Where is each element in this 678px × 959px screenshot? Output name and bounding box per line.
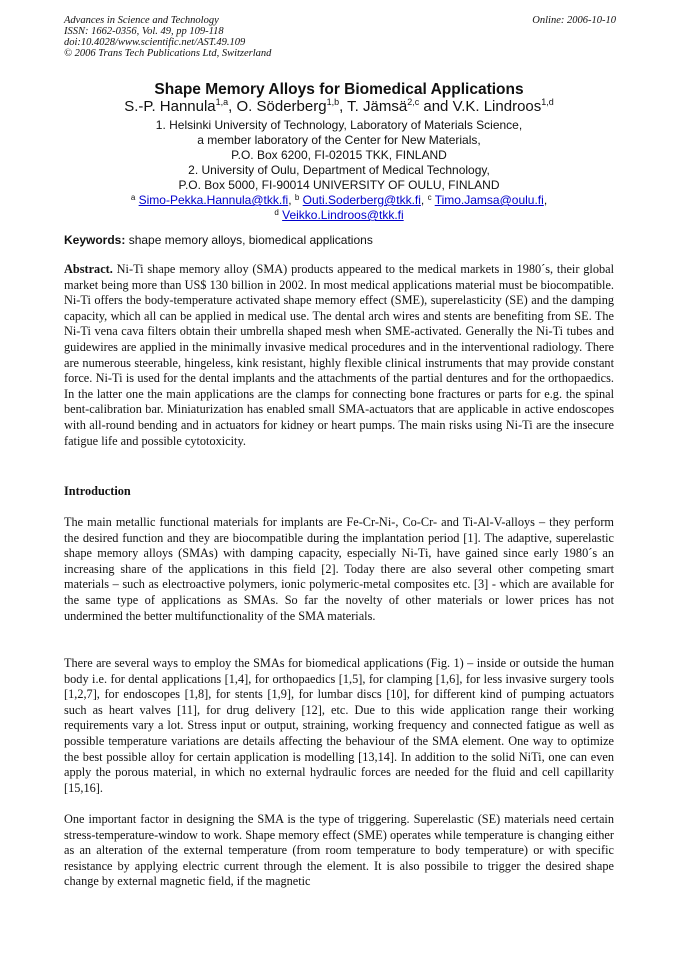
- author-name: V.K. Lindroos: [452, 98, 542, 115]
- email-link[interactable]: Timo.Jamsa@oulu.fi: [434, 193, 544, 207]
- keywords-text: shape memory alloys, biomedical applications: [128, 233, 373, 247]
- affiliation-line: 2. University of Oulu, Department of Medical Technology,: [188, 163, 490, 177]
- email-link[interactable]: Veikko.Lindroos@tkk.fi: [282, 208, 404, 222]
- author-name: S.-P. Hannula: [124, 98, 216, 115]
- intro-paragraph-1: The main metallic functional materials for implants are Fe-Cr-Ni-, Co-Cr- and Ti-Al-V-alloys – they perform the desired function and they are biocompatible during the implantation period [1]. The adaptive, superelastic shape memory alloys (SMAs) with damping capacity, especially Ni-Ti, have gained since early 1980´s an increasing share of the applications in this field [2]. Today there are also several other competing smart materials – such as electroactive polymers, ionic polymeric-metal composites etc. [3] - which are available for the same type of applications as SMAs. So far the novelty of other materials or lower prices has not undermined the better multifunctionality of the SMA materials.: [64, 515, 614, 623]
- keywords: [64, 233, 373, 247]
- author-name: T. Jämsä: [347, 98, 408, 115]
- affiliation-line: a member laboratory of the Center for New Materials,: [197, 133, 481, 147]
- abstract: [64, 262, 614, 449]
- journal-header: [64, 15, 271, 59]
- email-link[interactable]: Outi.Soderberg@tkk.fi: [302, 193, 421, 207]
- author-superscript: 1,d: [541, 97, 554, 107]
- paper-title: Shape Memory Alloys for Biomedical Applications: [154, 81, 524, 98]
- intro-paragraph-2: There are several ways to employ the SMAs for biomedical applications (Fig. 1) – inside or outside the human body i.e. for dental applications [1,4], for orthopaedics [1,5], for clamping [1,6], for less invasive surgery tools [1,2,7], for endoscopes [1,8], for stents [1,9], for lumbar discs [10], for different kind of pumping actuators such as heart valves [11], for drug delivery [12], etc. Due to this wide application range their working requirements vary a lot. Stress input or output, straining, working frequency and connected fatigue as well as possible temperature variations are details affecting the behaviour of the SMA element. One way to optimize the best possible alloy for certain application is modelling [13,14]. In addition to the solid NiTi, one can even apply the porous material, in which no external hydraulic forces are needed for the fluid and cell capillarity [15,16].: [64, 656, 614, 795]
- author-superscript: 1,b: [326, 97, 340, 107]
- intro-paragraph-3: One important factor in designing the SMA is the type of triggering. Superelastic (SE) materials need certain stress-temperature-window to work. Shape memory effect (SME) operates while temperature is changing either as an alteration of the external temperature (from room temperature to body temperature) or with specific resistance by applying electric current through the element. It is also possibile to trigger the desired shape change by external magnetic field, if the magnetic: [64, 812, 614, 889]
- author-list: S.-P. Hannula$^{1,a}$, O. Söderberg$^{1,b}$, T. Jämsä$^{2,c}$ and V.K. Lindroos$^{1,d}$: [124, 97, 554, 115]
- issn-line: ISSN: 1662-0356, Vol. 49, pp 109-118: [64, 26, 224, 37]
- author-superscript: 1,a: [215, 97, 229, 107]
- affiliation-line: P.O. Box 5000, FI-90014 UNIVERSITY OF OULU, FINLAND: [178, 178, 500, 192]
- author-superscript: 2,c: [407, 97, 420, 107]
- affiliations: [0, 118, 678, 223]
- journal-name: Advances in Science and Technology: [64, 15, 219, 26]
- section-heading-introduction: Introduction: [64, 484, 131, 498]
- affiliation-line: P.O. Box 6200, FI-02015 TKK, FINLAND: [231, 148, 447, 162]
- email-link[interactable]: Simo-Pekka.Hannula@tkk.fi: [138, 193, 289, 207]
- keywords-label: Keywords:: [64, 233, 126, 247]
- author-name: O. Söderberg: [236, 98, 327, 115]
- email-line: $^d$ Veikko.Lindroos@tkk.fi: [274, 208, 404, 222]
- doi-line: doi:10.4028/www.scientific.net/AST.49.109: [64, 37, 246, 48]
- affiliation-line: 1. Helsinki University of Technology, Laboratory of Materials Science,: [155, 118, 523, 132]
- abstract-text: Ni-Ti shape memory alloy (SMA) products appeared to the medical markets in 1980´s, their global market being more than US$ 130 billion in 2002. In most medical applications material must be biocompatible. Ni-Ti offers the body-temperature activated shape memory effect (SME), superelasticity (SE) and the damping capacity, which all can be applied in medical use. The dental arch wires and stents are benefiting from SE. The Ni-Ti vena cava filters obtain their umbrella shaped mesh when SME-activated. Generally the Ni-Ti tubes and guidewires are applied in the minimally invasive medical procedures and in the interventional radiology. There are numerous steerable, hingeless, kink resistant, highly flexible clinical instruments that may provide constant force. Ni-Ti is used for the dental implants and the attachments of the partial dentures and for the orthopaedics. In the latter one the main applications are the clamps for connecting bone fractures or parts for e.g. the spinal bent-calibration bar. Miniaturization has enabled small SMA-actuators that are applicable in active endoscopes with all-round bending and in actuators for kidney or heart pumps. The main risks using Ni-Ti are the insecure fatigue life and possible cytotoxicity.: [64, 262, 615, 448]
- email-line: $^a$ Simo-Pekka.Hannula@tkk.fi, $^b$ Outi.Soderberg@tkk.fi, $^c$ Timo.Jamsa@oulu.fi,: [130, 193, 548, 207]
- abstract-label: Abstract.: [64, 262, 113, 276]
- online-date: Online: 2006-10-10: [532, 15, 616, 26]
- copyright-line: © 2006 Trans Tech Publications Ltd, Switzerland: [64, 48, 272, 59]
